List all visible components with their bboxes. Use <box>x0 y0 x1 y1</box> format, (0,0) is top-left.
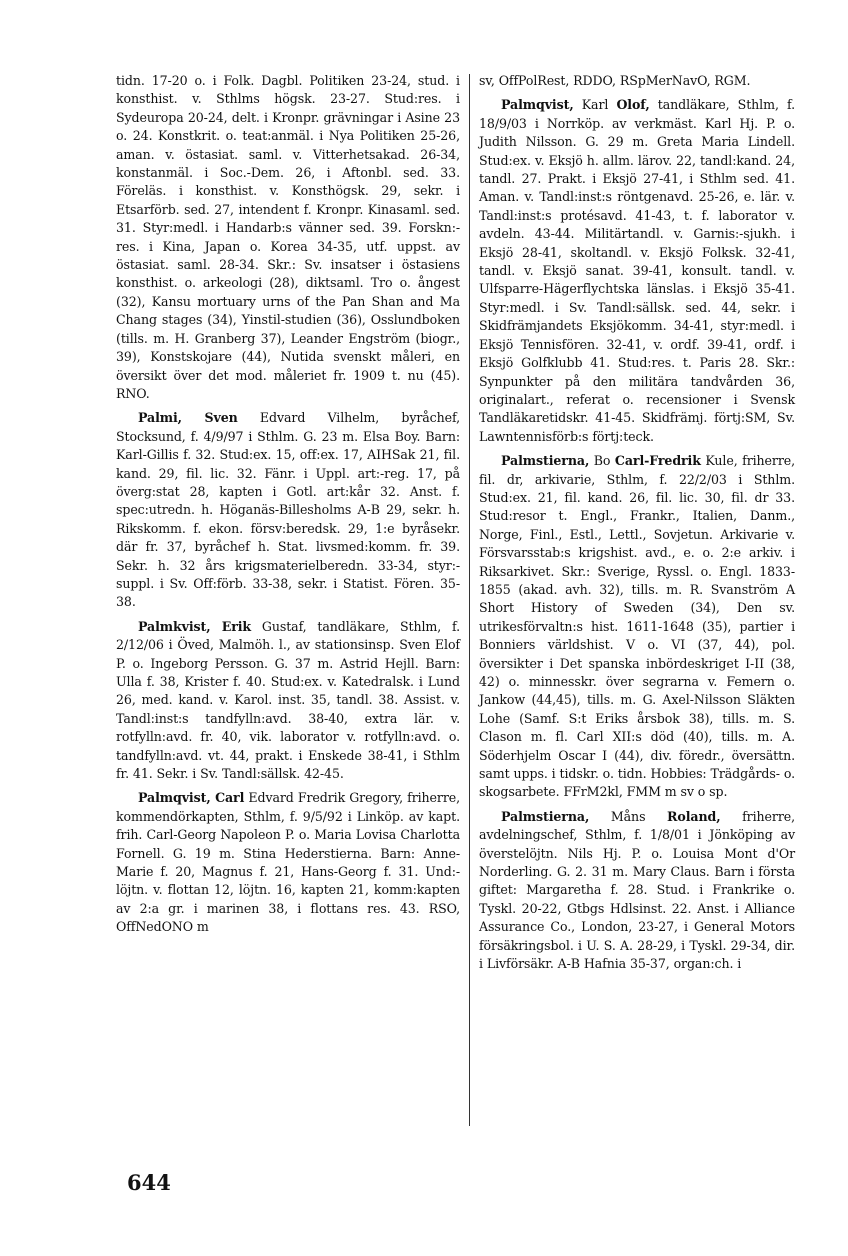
entry-headword: Palmqvist, <box>501 97 574 113</box>
entry-palmqvist-olof <box>479 96 795 446</box>
entry-palmstierna-carl-fredrik <box>479 452 795 802</box>
entry-continuation <box>116 72 460 403</box>
entry-body: friherre, avdelningschef, Sthlm, f. 1/8/01 i Jönköping av överstelöjtn. Nils Hj. P. o. Louisa Mont d'Or Norderling. G. 2. 31 m. Mary Claus. Barn i första giftet: Margaretha f. 28. Stud. i Frankrike o. Tyskl. 20-22, Gtbgs Hdlsinst. 22. Anst. i Alliance Assurance Co., London, 23-27, i General Motors försäkringsbol. i U. S. A. 28-29, i Tyskl. 29-34, dir. i Livförsäkr. A-B Hafnia 35-37, organ:ch. i <box>479 808 795 972</box>
entry-headword: Palmstierna, <box>501 808 590 824</box>
entry-call-name: Olof, <box>616 97 650 113</box>
entry-headword: Palmstierna, <box>501 453 590 469</box>
right-column <box>479 72 795 980</box>
entry-headword: Palmi, Sven <box>138 410 238 426</box>
page-number: 644 <box>127 1170 171 1195</box>
entry-body: Edvard Vilhelm, byråchef, Stocksund, f. 4/9/97 i Sthlm. G. 23 m. Elsa Boy. Barn: Karl-Gillis f. 32. Stud:ex. 15, off:ex. 17, AIHSak 21, fil. kand. 29, fil. lic. 32. Fänr. i Uppl. art:-reg. 17, på överg:stat 28, kapten i Gotl. art:kår 32. Anst. f. spec:utredn. h. Höganäs-Billesholms A-B 29, sekr. h. Rikskomm. f. ekon. försv:beredsk. 29, 1:e byråsekr. där fr. 37, byråchef h. Stat. livsmed:komm. fr. 39. Sekr. h. 32 års krigsmaterielberedn. 33-34, styr:-suppl. i Sv. Off:förb. 33-38, sekr. i Statist. Fören. 35-38. <box>116 410 460 610</box>
entry-call-name: Carl-Fredrik <box>614 453 701 469</box>
column-divider <box>469 74 470 1126</box>
entry-body: sv, OffPolRest, RDDO, RSpMerNavO, RGM. <box>479 73 751 88</box>
entry-given-names: Bo <box>589 453 615 469</box>
entry-call-name: Roland, <box>667 808 721 824</box>
left-column <box>116 72 460 943</box>
entry-continuation <box>479 72 795 90</box>
entry-body: Kule, friherre, fil. dr, arkivarie, Sthlm, f. 22/2/03 i Sthlm. Stud:ex. 21, fil. kand. 26, fil. lic. 30, fil. dr 33. Stud:resor t. Engl., Frankr., Italien, Danm., Norge, Finl., Estl., Lettl., Sovjetun. Arkivarie v. Försvarsstab:s krigshist. avd., e. o. 2:e arkiv. i Riksarkivet. Skr.: Sverige, Ryssl. o. Engl. 1833-1855 (akad. avh. 32), tills. m. R. Svanström A Short History of Sweden (34), Den sv. utrikesförvaltn:s hist. 1611-1648 (35), partier i Bonniers världshist. V o. VI (37, 44), pol. översikter i Det spanska inbördeskriget I-II (38, 42) o. minnesskr. över segrarna v. Femern o. Jankow (44,45), tills. m. G. Axel-Nilsson Släkten Lohe (Samf. S:t Eriks årsbok 38), tills. m. S. Clason m. fl. Carl XII:s död (40), tills. m. A. Söderhjelm Oscar I (44), div. föredr., översättn. samt upps. i tidskr. o. tidn. Hobbies: Trädgårds- o. skogsarbete. FFrM2kl, FMM m sv o sp. <box>479 453 795 800</box>
entry-headword: Palmqvist, Carl <box>138 790 245 806</box>
entry-headword: Palmkvist, Erik <box>138 618 252 634</box>
entry-palmi-sven <box>116 409 460 611</box>
entry-given-names: Karl <box>573 97 617 113</box>
entry-body: Gustaf, tandläkare, Sthlm, f. 2/12/06 i Öved, Malmöh. l., av stationsinsp. Sven Elof P. o. Ingeborg Persson. G. 37 m. Astrid Hejll. Barn: Ulla f. 38, Krister f. 40. Stud:ex. v. Katedralsk. i Lund 26, med. kand. v. Karol. inst. 35, tandl. 38. Assist. v. Tandl:inst:s tandfylln:avd. 38-40, extra lär. v. rotfylln:avd. fr. 40, vik. laborator v. rotfylln:avd. o. tandfylln:avd. vt. 44, prakt. i Enskede 38-41, i Sthlm fr. 41. Sekr. i Sv. Tandl:sällsk. 42-45. <box>116 618 460 782</box>
entry-palmstierna-roland <box>479 808 795 974</box>
entry-palmkvist-erik <box>116 618 460 784</box>
entry-body: tandläkare, Sthlm, f. 18/9/03 i Norrköp. av verkmäst. Karl Hj. P. o. Judith Nilsson. G. 29 m. Greta Maria Lindell. Stud:ex. v. Eksjö h. allm. lärov. 22, tandl:kand. 24, tandl. 27. Prakt. i Eksjö 27-41, i Sthlm sed. 41. Aman. v. Tandl:inst:s röntgenavd. 25-26, e. lär. v. Tandl:inst:s protésavd. 41-43, t. f. laborator v. avdeln. 43-44. Militärtandl. v. Garnis:-sjukh. i Eksjö 28-41, skoltandl. v. Eksjö Folksk. 32-41, tandl. v. Eksjö sanat. 39-41, konsult. tandl. v. Ulfsparre-Hägerflychtska länslas. i Eksjö 35-41. Styr:medl. i Sv. Tandl:sällsk. sed. 44, sekr. i Skidfrämjandets Eksjökomm. 34-41, styr:medl. i Eksjö Tennisfören. 32-41, v. ordf. 39-41, ordf. i Eksjö Golfklubb 41. Stud:res. t. Paris 28. Skr.: Synpunkter på den militära tandvården 36, originalart., referat o. recensioner i Svensk Tandläkaretidskr. 41-45. Skidfrämj. förtj:SM, Sv. Lawntennisförb:s förtj:teck. <box>479 97 795 444</box>
entry-body: tidn. 17-20 o. i Folk. Dagbl. Politiken 23-24, stud. i konsthist. v. Sthlms högsk. 23-27. Stud:res. i Sydeuropa 20-24, delt. i Kronpr. grävningar i Asine 23 o. 24. Konstkrit. o. teat:anmäl. i Nya Politiken 25-26, aman. v. östasiat. saml. v. Vitterhetsakad. 26-34, konstanmäl. i Soc.-Dem. 26, i Aftonbl. sed. 33. Föreläs. i konsthist. v. Konsthögsk. 29, sekr. i Etsarförb. sed. 27, intendent f. Kronpr. Kinasaml. sed. 31. Styr:medl. i Handarb:s vänner sed. 39. Forskn:-res. i Kina, Japan o. Korea 34-35, utf. uppst. av östasiat. saml. 28-34. Skr.: Sv. insatser i östasiens konsthist. o. arkeologi (28), diktsaml. Tro o. ångest (32), Kansu mortuary urns of the Pan Shan and Ma Chang stages (34), Yinstil-studien (36), Osslundboken (tills. m. H. Granberg 37), Leander Engström (biogr., 39), Konstskojare (44), Nutida svenskt måleri, en översikt över det mod. måleriet fr. 1909 t. nu (45). RNO. <box>116 73 460 401</box>
entry-palmqvist-carl <box>116 789 460 936</box>
entry-body: Edvard Fredrik Gregory, friherre, kommendörkapten, Sthlm, f. 9/5/92 i Linköp. av kapt. frih. Carl-Georg Napoleon P. o. Maria Lovisa Charlotta Fornell. G. 19 m. Stina Hederstierna. Barn: Anne-Marie f. 20, Magnus f. 21, Hans-Georg f. 31. Und:-löjtn. v. flottan 12, löjtn. 16, kapten 21, komm:kapten av 2:a gr. i marinen 38, i flottans res. 43. RSO, OffNedONO m <box>116 790 461 935</box>
entry-given-names: Måns <box>589 808 668 824</box>
